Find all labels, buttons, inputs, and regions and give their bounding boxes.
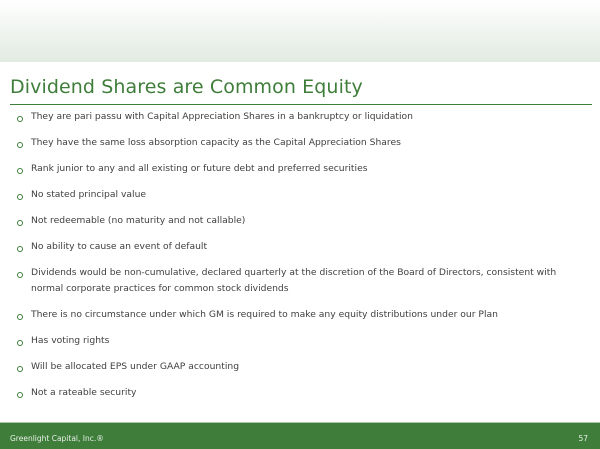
bullet-text: Dividends would be non-cumulative, declared quarterly at the discretion of the Board of Directors, consistent with normal corporate practices for common stock dividends (31, 267, 557, 294)
bullet-item (17, 164, 587, 177)
header-gradient-band (0, 0, 600, 62)
bullet-text: Has voting rights (31, 335, 110, 346)
bullet-text: They have the same loss absorption capacity as the Capital Appreciation Shares (31, 137, 401, 148)
bullet-circle-icon (17, 220, 23, 226)
bullet-circle-icon (17, 340, 23, 346)
footer-company-name: Greenlight Capital, Inc.® (10, 434, 104, 443)
bullet-item (17, 242, 587, 255)
bullet-item (17, 388, 587, 401)
bullet-circle-icon (17, 314, 23, 320)
bullet-item (17, 112, 587, 125)
bullet-text: Will be allocated EPS under GAAP accounting (31, 361, 240, 372)
page-number: 57 (578, 434, 588, 443)
bullet-text: Not a rateable security (31, 387, 137, 398)
bullet-circle-icon (17, 246, 23, 252)
bullet-item (17, 268, 587, 296)
bullet-text: There is no circumstance under which GM is required to make any equity distributions under our Plan (31, 309, 498, 320)
bullet-item (17, 138, 587, 151)
bullet-text: Not redeemable (no maturity and not callable) (31, 215, 246, 226)
bullet-item (17, 336, 587, 349)
bullet-item (17, 362, 587, 375)
bullet-circle-icon (17, 392, 23, 398)
bullet-item (17, 310, 587, 323)
bullet-circle-icon (17, 168, 23, 174)
bullet-text: No stated principal value (31, 189, 147, 200)
bullet-item (17, 216, 587, 229)
bullet-text: Rank junior to any and all existing or future debt and preferred securities (31, 163, 368, 174)
bullet-circle-icon (17, 116, 23, 122)
slide-title: Dividend Shares are Common Equity (10, 76, 363, 98)
bullet-circle-icon (17, 366, 23, 372)
bullet-text: No ability to cause an event of default (31, 241, 208, 252)
title-divider (10, 104, 592, 105)
bullet-circle-icon (17, 194, 23, 200)
bullet-circle-icon (17, 142, 23, 148)
bullet-circle-icon (17, 272, 23, 278)
bullet-text: They are pari passu with Capital Appreciation Shares in a bankruptcy or liquidation (31, 111, 413, 122)
bullet-item (17, 190, 587, 203)
